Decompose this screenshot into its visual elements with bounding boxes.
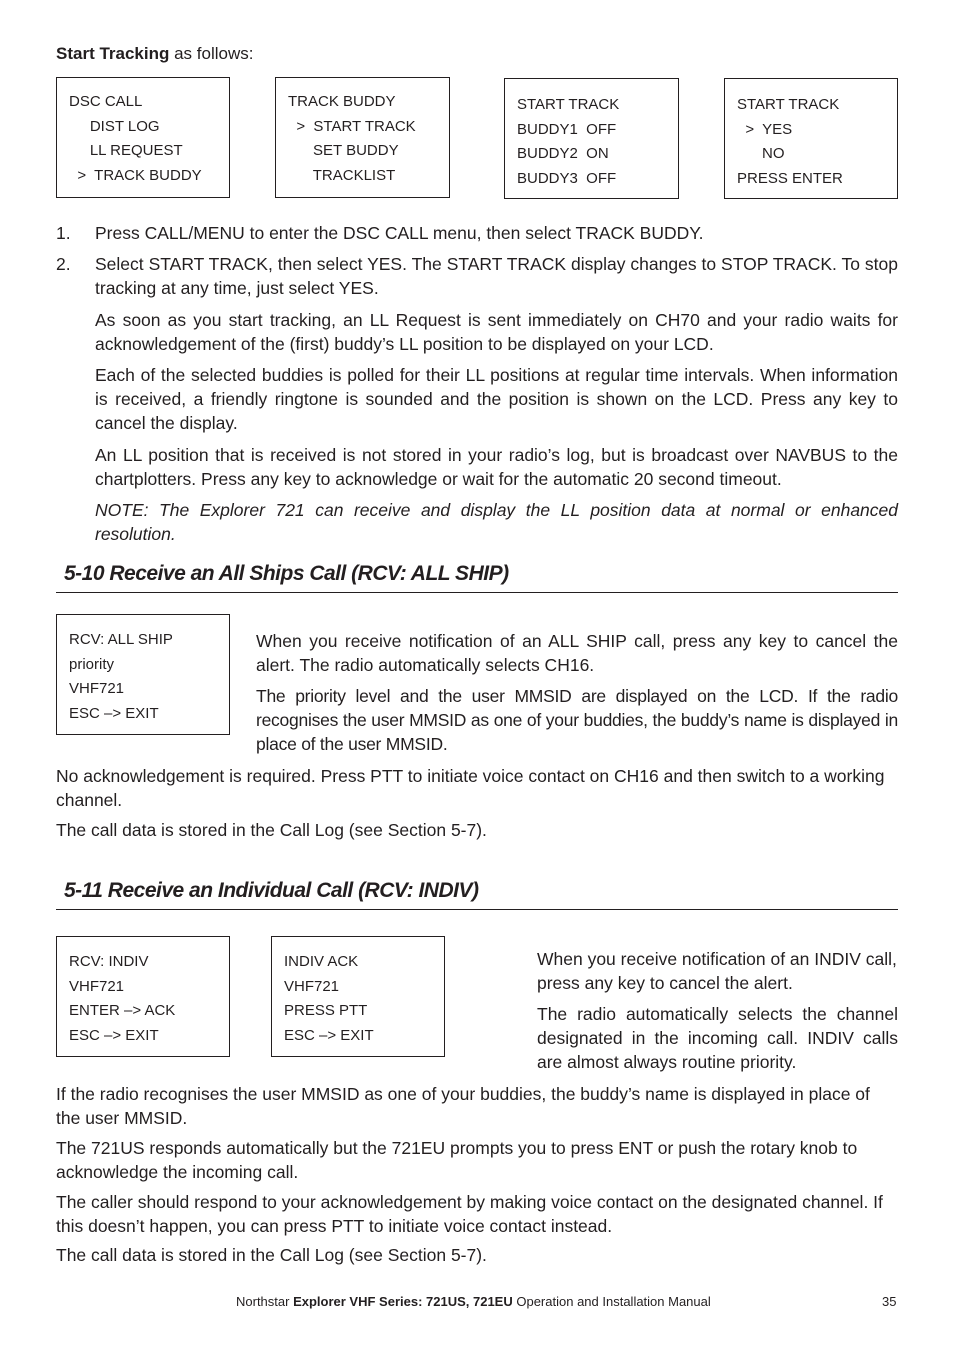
lcd-start-track-confirm	[724, 78, 898, 199]
lcd-line: RCV: ALL SHIP	[69, 631, 173, 648]
footer-brand: Northstar	[236, 1294, 294, 1309]
lcd-line: VHF721	[69, 680, 125, 697]
lcd-track-buddy	[275, 77, 450, 198]
lcd-line: TRACK BUDDY	[288, 93, 396, 110]
footer-rest: Operation and Installation Manual	[512, 1294, 711, 1309]
note: NOTE: The Explorer 721 can receive and display the LL position data at normal or enhanced resolution.	[95, 500, 898, 544]
lcd-line: TRACKLIST	[288, 166, 396, 184]
paragraph: If the radio recognises the user MMSID as one of your buddies, the buddy’s name is displayed in place of the user MMSID.	[56, 1084, 870, 1128]
lcd-line: ESC –> EXIT	[69, 704, 159, 722]
paragraph: The radio automatically selects the channel designated in the incoming call. INDIV calls are almost always routine priority.	[537, 1004, 898, 1072]
footer-series: Explorer VHF Series: 721US, 721EU	[293, 1294, 513, 1309]
lcd-line: DSC CALL	[69, 93, 143, 110]
intro-bold: Start Tracking	[56, 44, 170, 63]
step-text: Press CALL/MENU to enter the DSC CALL menu, then select TRACK BUDDY.	[95, 223, 704, 243]
lcd-rcv-all-ship	[56, 614, 230, 735]
lcd-rcv-indiv	[56, 936, 230, 1057]
lcd-start-track-buddies	[504, 78, 679, 199]
paragraph: No acknowledgement is required. Press PTT to initiate voice contact on CH16 and then switch to a working channel.	[56, 766, 885, 810]
section-heading: 5-10 Receive an All Ships Call (RCV: ALL SHIP)	[56, 562, 898, 593]
lcd-line: priority	[69, 655, 115, 673]
intro-rest: as follows:	[169, 44, 254, 63]
lcd-line: ESC –> EXIT	[69, 1026, 159, 1044]
lcd-indiv-ack	[271, 936, 445, 1057]
step-text: Select START TRACK, then select YES. The START TRACK display changes to STOP TRACK. To stop tracking at any time, just select YES.	[95, 254, 898, 298]
paragraph: The 721US responds automatically but the 721EU prompts you to press ENT or push the rotary knob to acknowledge the incoming call.	[56, 1138, 858, 1182]
footer-text	[236, 1294, 711, 1309]
lcd-line: VHF721	[284, 977, 340, 995]
lcd-line: PRESS PTT	[284, 1002, 368, 1019]
lcd-line: ENTER –> ACK	[69, 1002, 176, 1019]
lcd-line: BUDDY2 ON	[517, 145, 609, 162]
lcd-line: RCV: INDIV	[69, 953, 149, 970]
lcd-line: DIST LOG	[69, 117, 160, 135]
lcd-line: BUDDY3 OFF	[517, 169, 617, 187]
paragraph: The priority level and the user MMSID are displayed on the LCD. If the radio recognises the user MMSID as one of your buddies, the buddy’s name is displayed in place of the user MMSID.	[256, 686, 898, 754]
intro-line	[56, 44, 253, 64]
lcd-line: START TRACK	[737, 96, 840, 113]
page-number: 35	[882, 1294, 897, 1309]
lcd-line: NO	[737, 145, 785, 162]
lcd-line: ESC –> EXIT	[284, 1026, 374, 1044]
step-number: 1.	[56, 223, 71, 243]
paragraph: The caller should respond to your acknowledgement by making voice contact on the designated channel. If this doesn’t happen, you can press PTT to initiate voice contact instead.	[56, 1192, 883, 1236]
step-number: 2.	[56, 254, 71, 274]
paragraph: When you receive notification of an INDIV call, press any key to cancel the alert.	[537, 949, 897, 993]
lcd-line: START TRACK	[517, 96, 620, 113]
lcd-line: INDIV ACK	[284, 953, 359, 970]
section-heading: 5-11 Receive an Individual Call (RCV: INDIV)	[56, 879, 898, 910]
lcd-line: > YES	[737, 120, 793, 138]
lcd-dsc-call	[56, 77, 230, 198]
lcd-line: SET BUDDY	[288, 142, 399, 159]
paragraph: Each of the selected buddies is polled for their LL positions at regular time intervals. When information is received, a friendly ringtone is sounded and the position is shown on the LCD. Press any key to cancel the display.	[95, 365, 898, 433]
lcd-line: > START TRACK	[288, 117, 416, 135]
lcd-line: BUDDY1 OFF	[517, 120, 617, 138]
lcd-line: > TRACK BUDDY	[69, 166, 202, 184]
paragraph: The call data is stored in the Call Log (see Section 5-7).	[56, 820, 487, 840]
lcd-line: PRESS ENTER	[737, 169, 843, 187]
paragraph: An LL position that is received is not stored in your radio’s log, but is broadcast over NAVBUS to the chartplotters. Press any key to acknowledge or wait for the automatic 20 second timeout.	[95, 445, 898, 489]
paragraph: When you receive notification of an ALL SHIP call, press any key to cancel the alert. The radio automatically selects CH16.	[256, 631, 898, 675]
lcd-line: LL REQUEST	[69, 142, 183, 159]
paragraph: The call data is stored in the Call Log (see Section 5-7).	[56, 1245, 487, 1265]
lcd-line: VHF721	[69, 977, 125, 995]
paragraph: As soon as you start tracking, an LL Request is sent immediately on CH70 and your radio waits for acknowledgement of the (first) buddy’s LL position to be displayed on your LCD.	[95, 310, 898, 354]
